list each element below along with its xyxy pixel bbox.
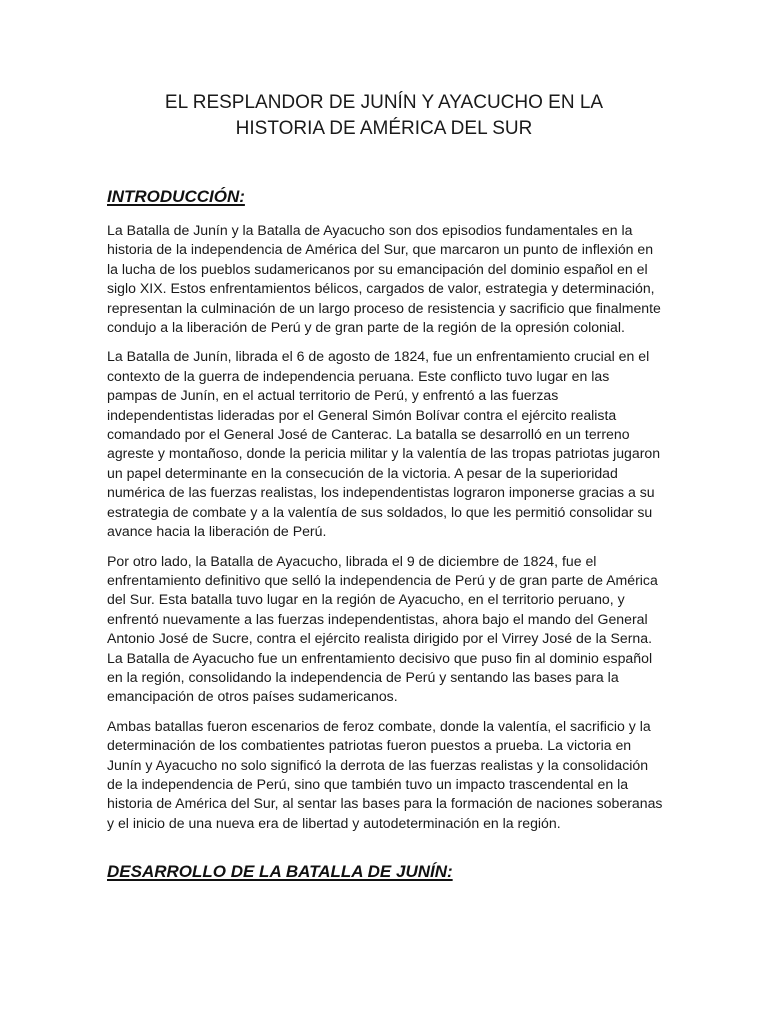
paragraph: La Batalla de Junín y la Batalla de Ayacucho son dos episodios fundamentales en la historia de la independencia de América del Sur, que marcaron un punto de inflexión en la lucha de los pueblos sudamericanos por su emancipación del dominio español en el siglo XIX. Estos enfrentamientos bélicos, cargados de valor, estrategia y determinación, representan la culminación de un largo proceso de resistencia y sacrificio que finalmente condujo a la liberación de Perú y de gran parte de la región de la opresión colonial.: [107, 222, 661, 336]
development-heading: DESARROLLO DE LA BATALLA DE JUNÍN:: [107, 862, 453, 881]
document-title: [0, 90, 768, 142]
introduction-heading: INTRODUCCIÓN:: [107, 187, 245, 206]
paragraph: La Batalla de Junín, librada el 6 de agosto de 1824, fue un enfrentamiento crucial en el contexto de la guerra de independencia peruana. Este conflicto tuvo lugar en las pampas de Junín, en el actual territorio de Perú, y enfrentó a las fuerzas independentistas lideradas por el General Simón Bolívar contra el ejército realista comandado por el General José de Canterac. La batalla se desarrolló en un terreno agreste y montañoso, donde la pericia militar y la valentía de las tropas patriotas jugaron un papel determinante en la consecución de la victoria. A pesar de la superioridad numérica de las fuerzas realistas, los independentistas lograron imponerse gracias a su estrategia de combate y a la valentía de sus soldados, lo que les permitió consolidar su avance hacia la liberación de Perú.: [107, 348, 661, 540]
paragraph: Por otro lado, la Batalla de Ayacucho, librada el 9 de diciembre de 1824, fue el enfrentamiento definitivo que selló la independencia de Perú y de gran parte de América del Sur. Esta batalla tuvo lugar en la región de Ayacucho, en el territorio peruano, y enfrentó nuevamente a las fuerzas independentistas, ahora bajo el mando del General Antonio José de Sucre, contra el ejército realista dirigido por el Virrey José de la Serna. La Batalla de Ayacucho fue un enfrentamiento decisivo que puso fin al dominio español en la región, consolidando la independencia de Perú y sentando las bases para la emancipación de otros países sudamericanos.: [107, 552, 658, 705]
title-line-2: HISTORIA DE AMÉRICA DEL SUR: [235, 118, 533, 139]
title-line-1: EL RESPLANDOR DE JUNÍN Y AYACUCHO EN LA: [164, 92, 604, 113]
introduction-body: [107, 221, 663, 843]
paragraph: Ambas batallas fueron escenarios de feroz combate, donde la valentía, el sacrificio y la determinación de los combatientes patriotas fueron puestos a prueba. La victoria en Junín y Ayacucho no solo significó la derrota de las fuerzas realistas y la consolidación de la independencia de Perú, sino que también tuvo un impacto trascendental en la historia de América del Sur, al sentar las bases para la formación de naciones soberanas y el inicio de una nueva era de libertad y autodeterminación en la región.: [107, 717, 663, 831]
